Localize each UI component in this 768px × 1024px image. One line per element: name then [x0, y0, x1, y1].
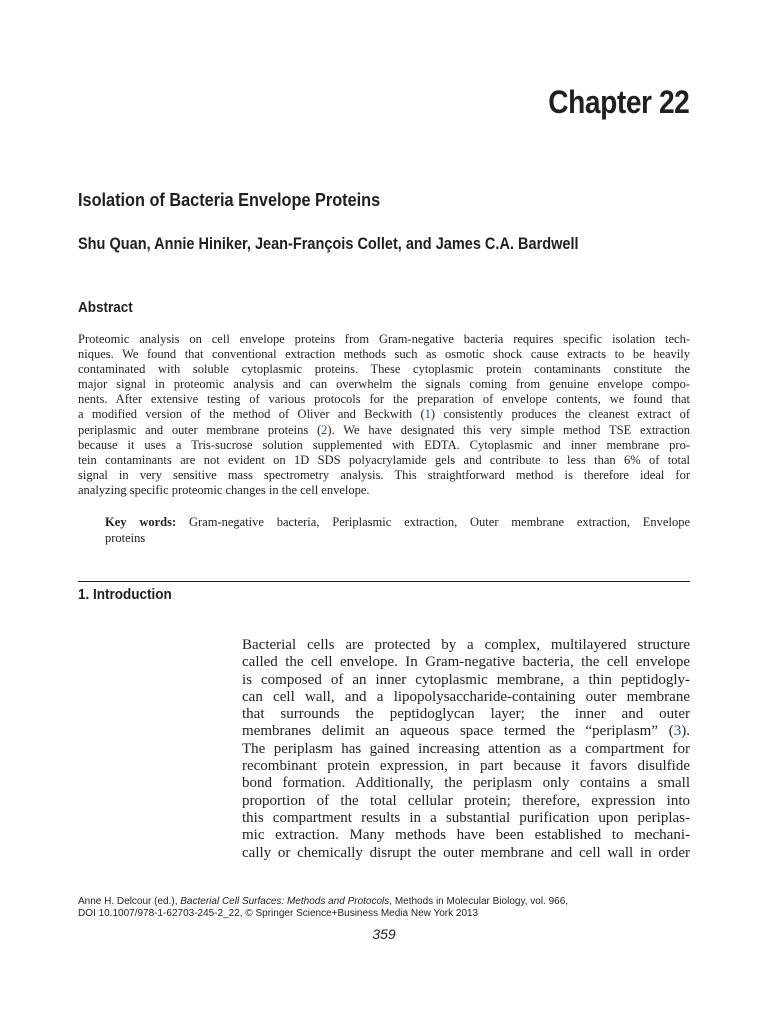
keywords [105, 515, 690, 546]
author-list: Shu Quan, Annie Hiniker, Jean-François Collet, and James C.A. Bardwell [78, 235, 579, 253]
intro-line: this compartment results in a substantial purification upon periplas- [242, 809, 690, 826]
abstract-line [78, 407, 690, 422]
intro-line: Bacterial cells are protected by a complex, multilayered structure [242, 637, 690, 653]
intro-line: The periplasm has gained increasing attention as a compartment for [242, 740, 690, 757]
reference-link-2[interactable]: 2 [321, 422, 328, 437]
chapter-label: Chapter 22 [547, 84, 689, 120]
page-number: 359 [372, 926, 396, 942]
abstract-text: a modified version of the method of Oliver and Beckwith ( [78, 407, 425, 422]
citation-footer [78, 896, 698, 920]
intro-line: bond formation. Additionally, the periplasm only contains a small [242, 775, 690, 792]
citation-editor: Anne H. Delcour (ed.), [78, 896, 181, 907]
citation-line [78, 896, 698, 908]
intro-line: is composed of an inner cytoplasmic membrane, a thin peptidogly- [242, 671, 690, 688]
abstract-line: Proteomic analysis on cell envelope proteins from Gram-negative bacteria requires specific isolation tech- [78, 332, 690, 346]
introduction-heading: 1. Introduction [78, 586, 172, 603]
intro-line: can cell wall, and a lipopolysaccharide-containing outer membrane [242, 688, 690, 705]
reference-link-3[interactable]: 3 [673, 723, 682, 740]
abstract-body [78, 332, 690, 498]
keywords-line [105, 515, 690, 531]
abstract-text: periplasmic and outer membrane proteins ( [78, 422, 322, 437]
citation-series: , Methods in Molecular Biology, vol. 966, [389, 896, 569, 907]
intro-text: ). [681, 723, 690, 740]
abstract-line: niques. We found that conventional extraction methods such as osmotic shock cause extracts to be heavily [78, 347, 690, 362]
intro-line: proportion of the total cellular protein; therefore, expression into [242, 792, 690, 809]
abstract-line: major signal in proteomic analysis and can overwhelm the signals coming from genuine envelope compo- [78, 377, 690, 392]
intro-line: cally or chemically disrupt the outer membrane and cell wall in order [242, 844, 690, 861]
abstract-line: because it uses a Tris-sucrose solution supplemented with EDTA. Cytoplasmic and inner membrane pro- [78, 437, 690, 452]
abstract-line: contaminated with soluble cytoplasmic proteins. These cytoplasmic protein contaminants constitute the [78, 362, 690, 377]
keywords-label: Key words: [105, 515, 177, 529]
intro-line: mic extraction. Many methods have been established to mechani- [242, 827, 690, 844]
intro-line: called the cell envelope. In Gram-negative bacteria, the cell envelope [242, 654, 690, 671]
abstract-text: ) consistently produces the cleanest extract of [430, 407, 690, 422]
keywords-text: Gram-negative bacteria, Periplasmic extraction, Outer membrane extraction, Envelope [176, 515, 690, 529]
section-divider [78, 581, 690, 582]
abstract-line [78, 423, 690, 438]
intro-line: recombinant protein expression, in part because it favors disulfide [242, 758, 690, 775]
abstract-heading: Abstract [78, 299, 133, 316]
intro-line [242, 723, 690, 740]
abstract-line: tein contaminants are not evident on 1D SDS polyacrylamide gels and contribute to less than 6% of total [78, 452, 690, 467]
keywords-line: proteins [105, 530, 146, 545]
intro-line: that surrounds the peptidoglycan layer; the inner and outer [242, 706, 690, 723]
citation-book-title: Bacterial Cell Surfaces: Methods and Protocols [180, 896, 390, 907]
chapter-title: Isolation of Bacteria Envelope Proteins [78, 189, 381, 210]
citation-doi: DOI 10.1007/978-1-62703-245-2_22, © Springer Science+Business Media New York 2013 [78, 908, 479, 919]
abstract-line: nents. After extensive testing of various protocols for the preparation of envelope contents, we found that [78, 392, 690, 407]
introduction-body [242, 637, 690, 862]
abstract-text: ). We have designated this very simple method TSE extraction [327, 422, 690, 437]
intro-text: membranes delimit an aqueous space termed the “periplasm” ( [242, 723, 674, 740]
abstract-line: signal in very sensitive mass spectrometry analysis. This straightforward method is therefore ideal for [78, 467, 690, 482]
reference-link-1[interactable]: 1 [424, 407, 431, 422]
abstract-line: analyzing specific proteomic changes in the cell envelope. [78, 482, 370, 497]
